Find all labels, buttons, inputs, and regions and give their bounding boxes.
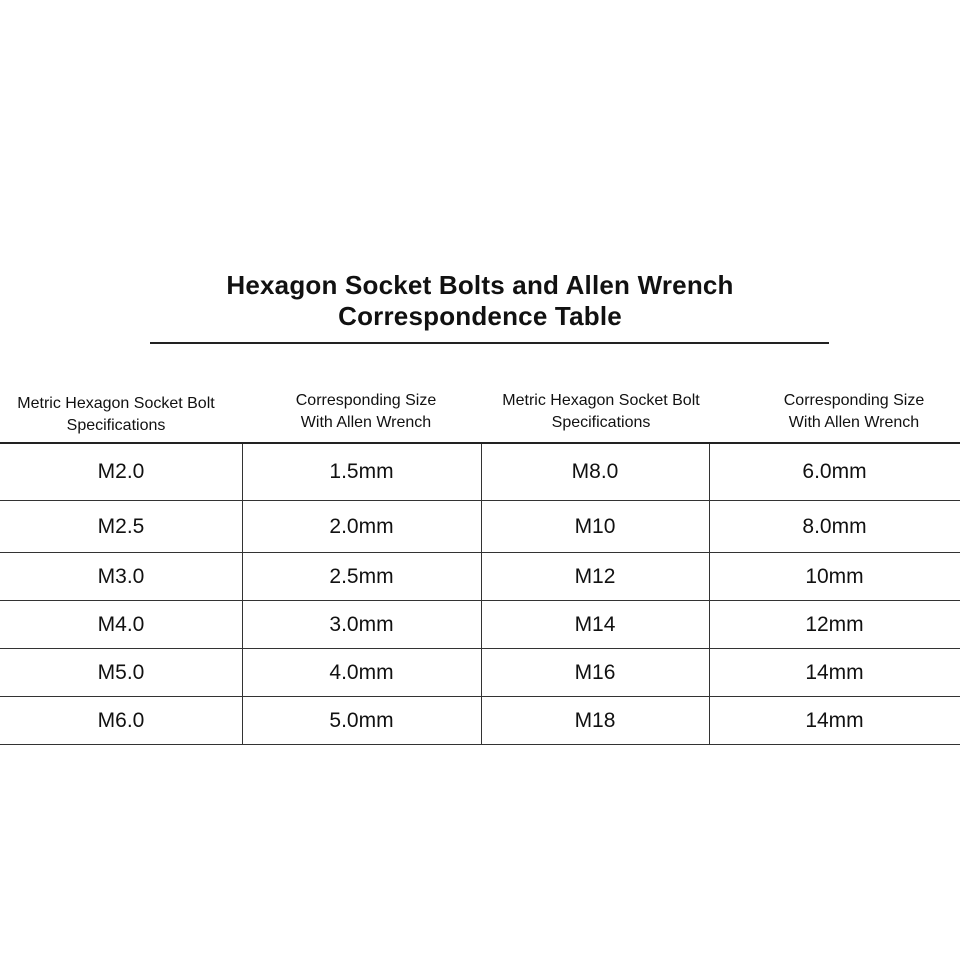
header-bolt-spec-left: Metric Hexagon Socket Bolt Specifications [17, 395, 215, 434]
page-title [0, 270, 960, 332]
bolt-spec-cell: M3.0 [97, 564, 145, 588]
column-divider [481, 444, 482, 500]
wrench-size-cell: 2.0mm [329, 514, 394, 538]
bolt-spec-cell: M18 [574, 708, 616, 732]
bolt-spec-cell: M5.0 [97, 660, 145, 684]
wrench-size-cell: 14mm [805, 660, 864, 684]
column-divider [481, 553, 482, 600]
column-divider [709, 444, 710, 500]
column-divider [242, 601, 243, 648]
column-divider [709, 649, 710, 696]
wrench-size-cell: 1.5mm [329, 460, 394, 483]
header-wrench-size-right: Corresponding Size With Allen Wrench [783, 392, 925, 431]
wrench-size-cell: 10mm [805, 564, 864, 588]
bolt-spec-cell: M2.0 [97, 460, 145, 483]
table-row [0, 697, 960, 745]
wrench-size-cell: 12mm [805, 612, 864, 636]
column-divider [709, 501, 710, 552]
column-divider [709, 553, 710, 600]
wrench-size-cell: 8.0mm [802, 514, 867, 538]
header-bolt-spec-right: Metric Hexagon Socket Bolt Specifications [502, 392, 700, 431]
table-row [0, 649, 960, 697]
title-line-1: Hexagon Socket Bolts and Allen Wrench [226, 270, 734, 300]
bolt-spec-cell: M4.0 [97, 612, 145, 636]
correspondence-table [0, 380, 960, 745]
column-divider [481, 601, 482, 648]
header-wrench-size-left: Corresponding Size With Allen Wrench [295, 392, 437, 431]
column-divider [709, 601, 710, 648]
column-divider [242, 649, 243, 696]
title-divider [150, 342, 829, 344]
column-divider [242, 697, 243, 744]
table-row [0, 444, 960, 501]
column-divider [481, 649, 482, 696]
column-divider [709, 697, 710, 744]
title-line-2: Correspondence Table [338, 301, 622, 331]
wrench-size-cell: 14mm [805, 708, 864, 732]
bolt-spec-cell: M2.5 [97, 514, 145, 538]
bolt-spec-cell: M12 [574, 564, 616, 588]
column-divider [242, 501, 243, 552]
wrench-size-cell: 3.0mm [329, 612, 394, 636]
wrench-size-cell: 2.5mm [329, 564, 394, 588]
wrench-size-cell: 4.0mm [329, 660, 394, 684]
column-divider [242, 553, 243, 600]
table-body [0, 444, 960, 745]
column-divider [481, 697, 482, 744]
column-divider [242, 444, 243, 500]
wrench-size-cell: 6.0mm [802, 460, 867, 483]
bolt-spec-cell: M16 [574, 660, 616, 684]
table-header-row [0, 380, 960, 444]
bolt-spec-cell: M14 [574, 612, 616, 636]
bolt-spec-cell: M10 [574, 514, 616, 538]
table-row [0, 601, 960, 649]
bolt-spec-cell: M6.0 [97, 708, 145, 732]
bolt-spec-cell: M8.0 [571, 460, 619, 483]
table-row [0, 501, 960, 553]
column-divider [481, 501, 482, 552]
wrench-size-cell: 5.0mm [329, 708, 394, 732]
table-row [0, 553, 960, 601]
